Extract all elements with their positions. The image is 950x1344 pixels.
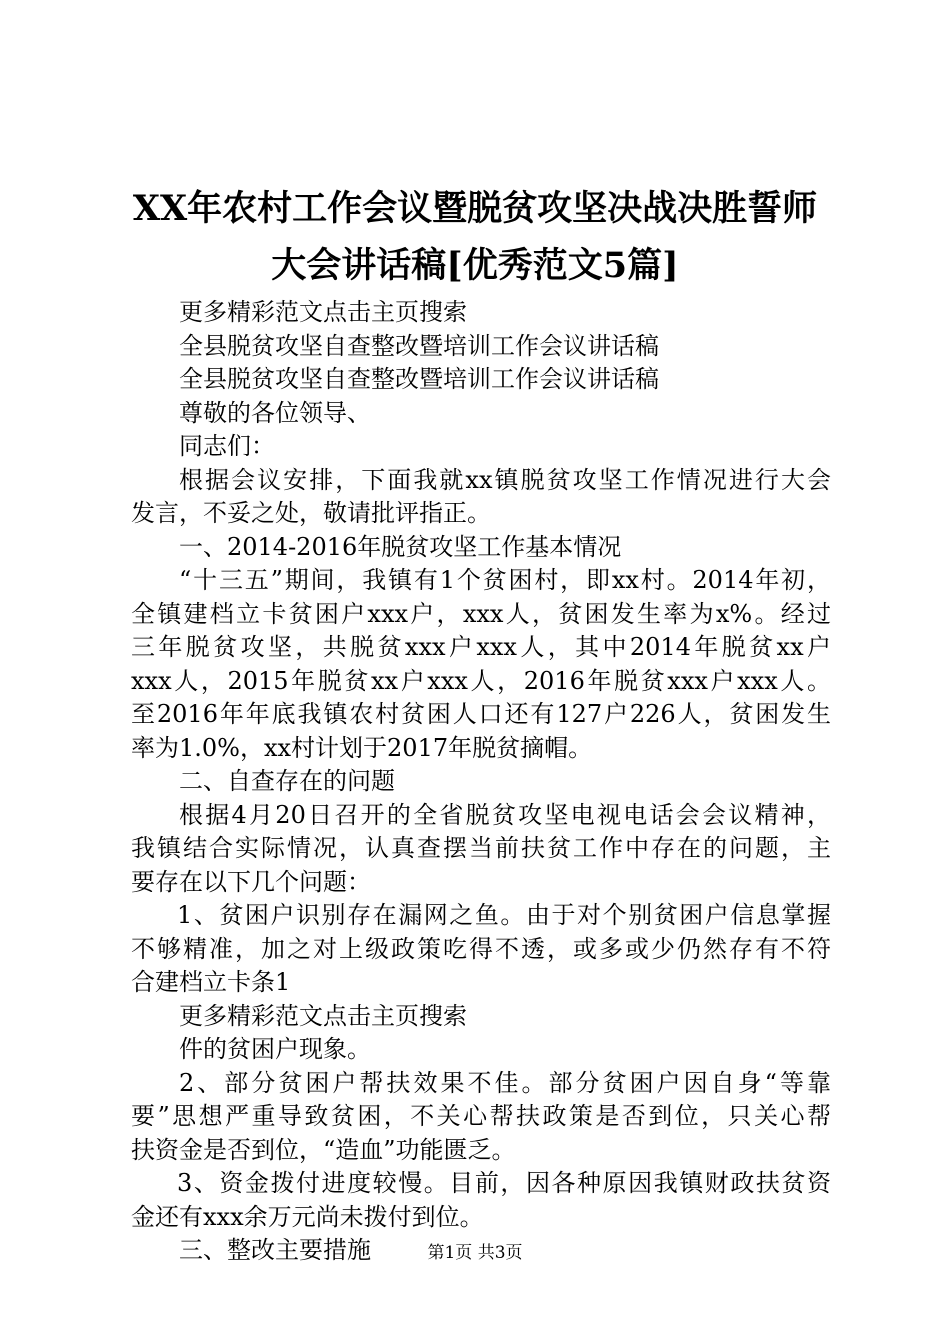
paragraph-line: xxx人，2015年脱贫xx户xxx人，2016年脱贫xxx户xxx人。 <box>131 666 831 695</box>
section-heading-3: 三、整改主要措施 <box>179 1236 371 1264</box>
promo-text: 更多精彩范文点击主页搜索 <box>179 1001 467 1030</box>
paragraph-line: 要存在以下几个问题： <box>131 867 371 896</box>
salutation-2: 同志们： <box>179 432 275 460</box>
paragraph-line: “十三五”期间，我镇有1个贫困村，即xx村。2014年初， <box>179 566 831 594</box>
paragraph-line: 至2016年年底我镇农村贫困人口还有127户226人，贫困发生 <box>131 700 831 728</box>
document-title-line-1: XX年农村工作会议暨脱贫攻坚决战决胜誓师 <box>132 188 818 229</box>
paragraph-line: 2、部分贫困户帮扶效果不佳。部分贫困户因自身“等靠 <box>179 1068 831 1097</box>
paragraph-line: 合建档立卡条1 <box>131 968 291 996</box>
paragraph-line: 我镇结合实际情况，认真查摆当前扶贫工作中存在的问题，主 <box>131 834 831 862</box>
section-heading-2: 二、自查存在的问题 <box>179 767 395 795</box>
paragraph-line: 金还有xxx余万元尚未拨付到位。 <box>131 1202 484 1231</box>
paragraph-line: 3、资金拨付进度较慢。目前，因各种原因我镇财政扶贫资 <box>177 1169 831 1197</box>
document-title-line-2: 大会讲话稿[优秀范文5篇] <box>271 245 679 286</box>
section-heading-1: 一、2014-2016年脱贫攻坚工作基本情况 <box>179 532 622 561</box>
page-number-footer: 第1页 共3页 <box>427 1243 523 1263</box>
paragraph-line: 不够精准，加之对上级政策吃得不透，或多或少仍然存有不符 <box>131 934 831 963</box>
paragraph-line: 发言，不妥之处，敬请批评指正。 <box>131 499 491 527</box>
paragraph-line: 根据会议安排，下面我就xx镇脱贫攻坚工作情况进行大会 <box>179 465 831 494</box>
paragraph-line: 要”思想严重导致贫困，不关心帮扶政策是否到位，只关心帮 <box>131 1102 831 1130</box>
paragraph-line: 根据4月20日召开的全省脱贫攻坚电视电话会会议精神， <box>179 800 831 829</box>
salutation: 尊敬的各位领导、 <box>179 398 371 427</box>
document-body <box>131 296 831 1268</box>
promo-text: 更多精彩范文点击主页搜索 <box>179 298 467 326</box>
paragraph-line: 全镇建档立卡贫困户xxx户，xxx人，贫困发生率为x%。经过 <box>131 599 831 628</box>
paragraph-line: 件的贫困户现象。 <box>179 1035 371 1063</box>
paragraph-line: 扶资金是否到位，“造血”功能匮乏。 <box>131 1135 516 1164</box>
paragraph-line: 三年脱贫攻坚，共脱贫xxx户xxx人，其中2014年脱贫xx户 <box>131 633 831 661</box>
subtitle-repeat: 全县脱贫攻坚自查整改暨培训工作会议讲话稿 <box>179 365 659 393</box>
subtitle: 全县脱贫攻坚自查整改暨培训工作会议讲话稿 <box>179 331 659 360</box>
paragraph-line: 率为1.0%，xx村计划于2017年脱贫摘帽。 <box>131 733 593 762</box>
paragraph-line: 1、贫困户识别存在漏网之鱼。由于对个别贫困户信息掌握 <box>177 901 831 929</box>
